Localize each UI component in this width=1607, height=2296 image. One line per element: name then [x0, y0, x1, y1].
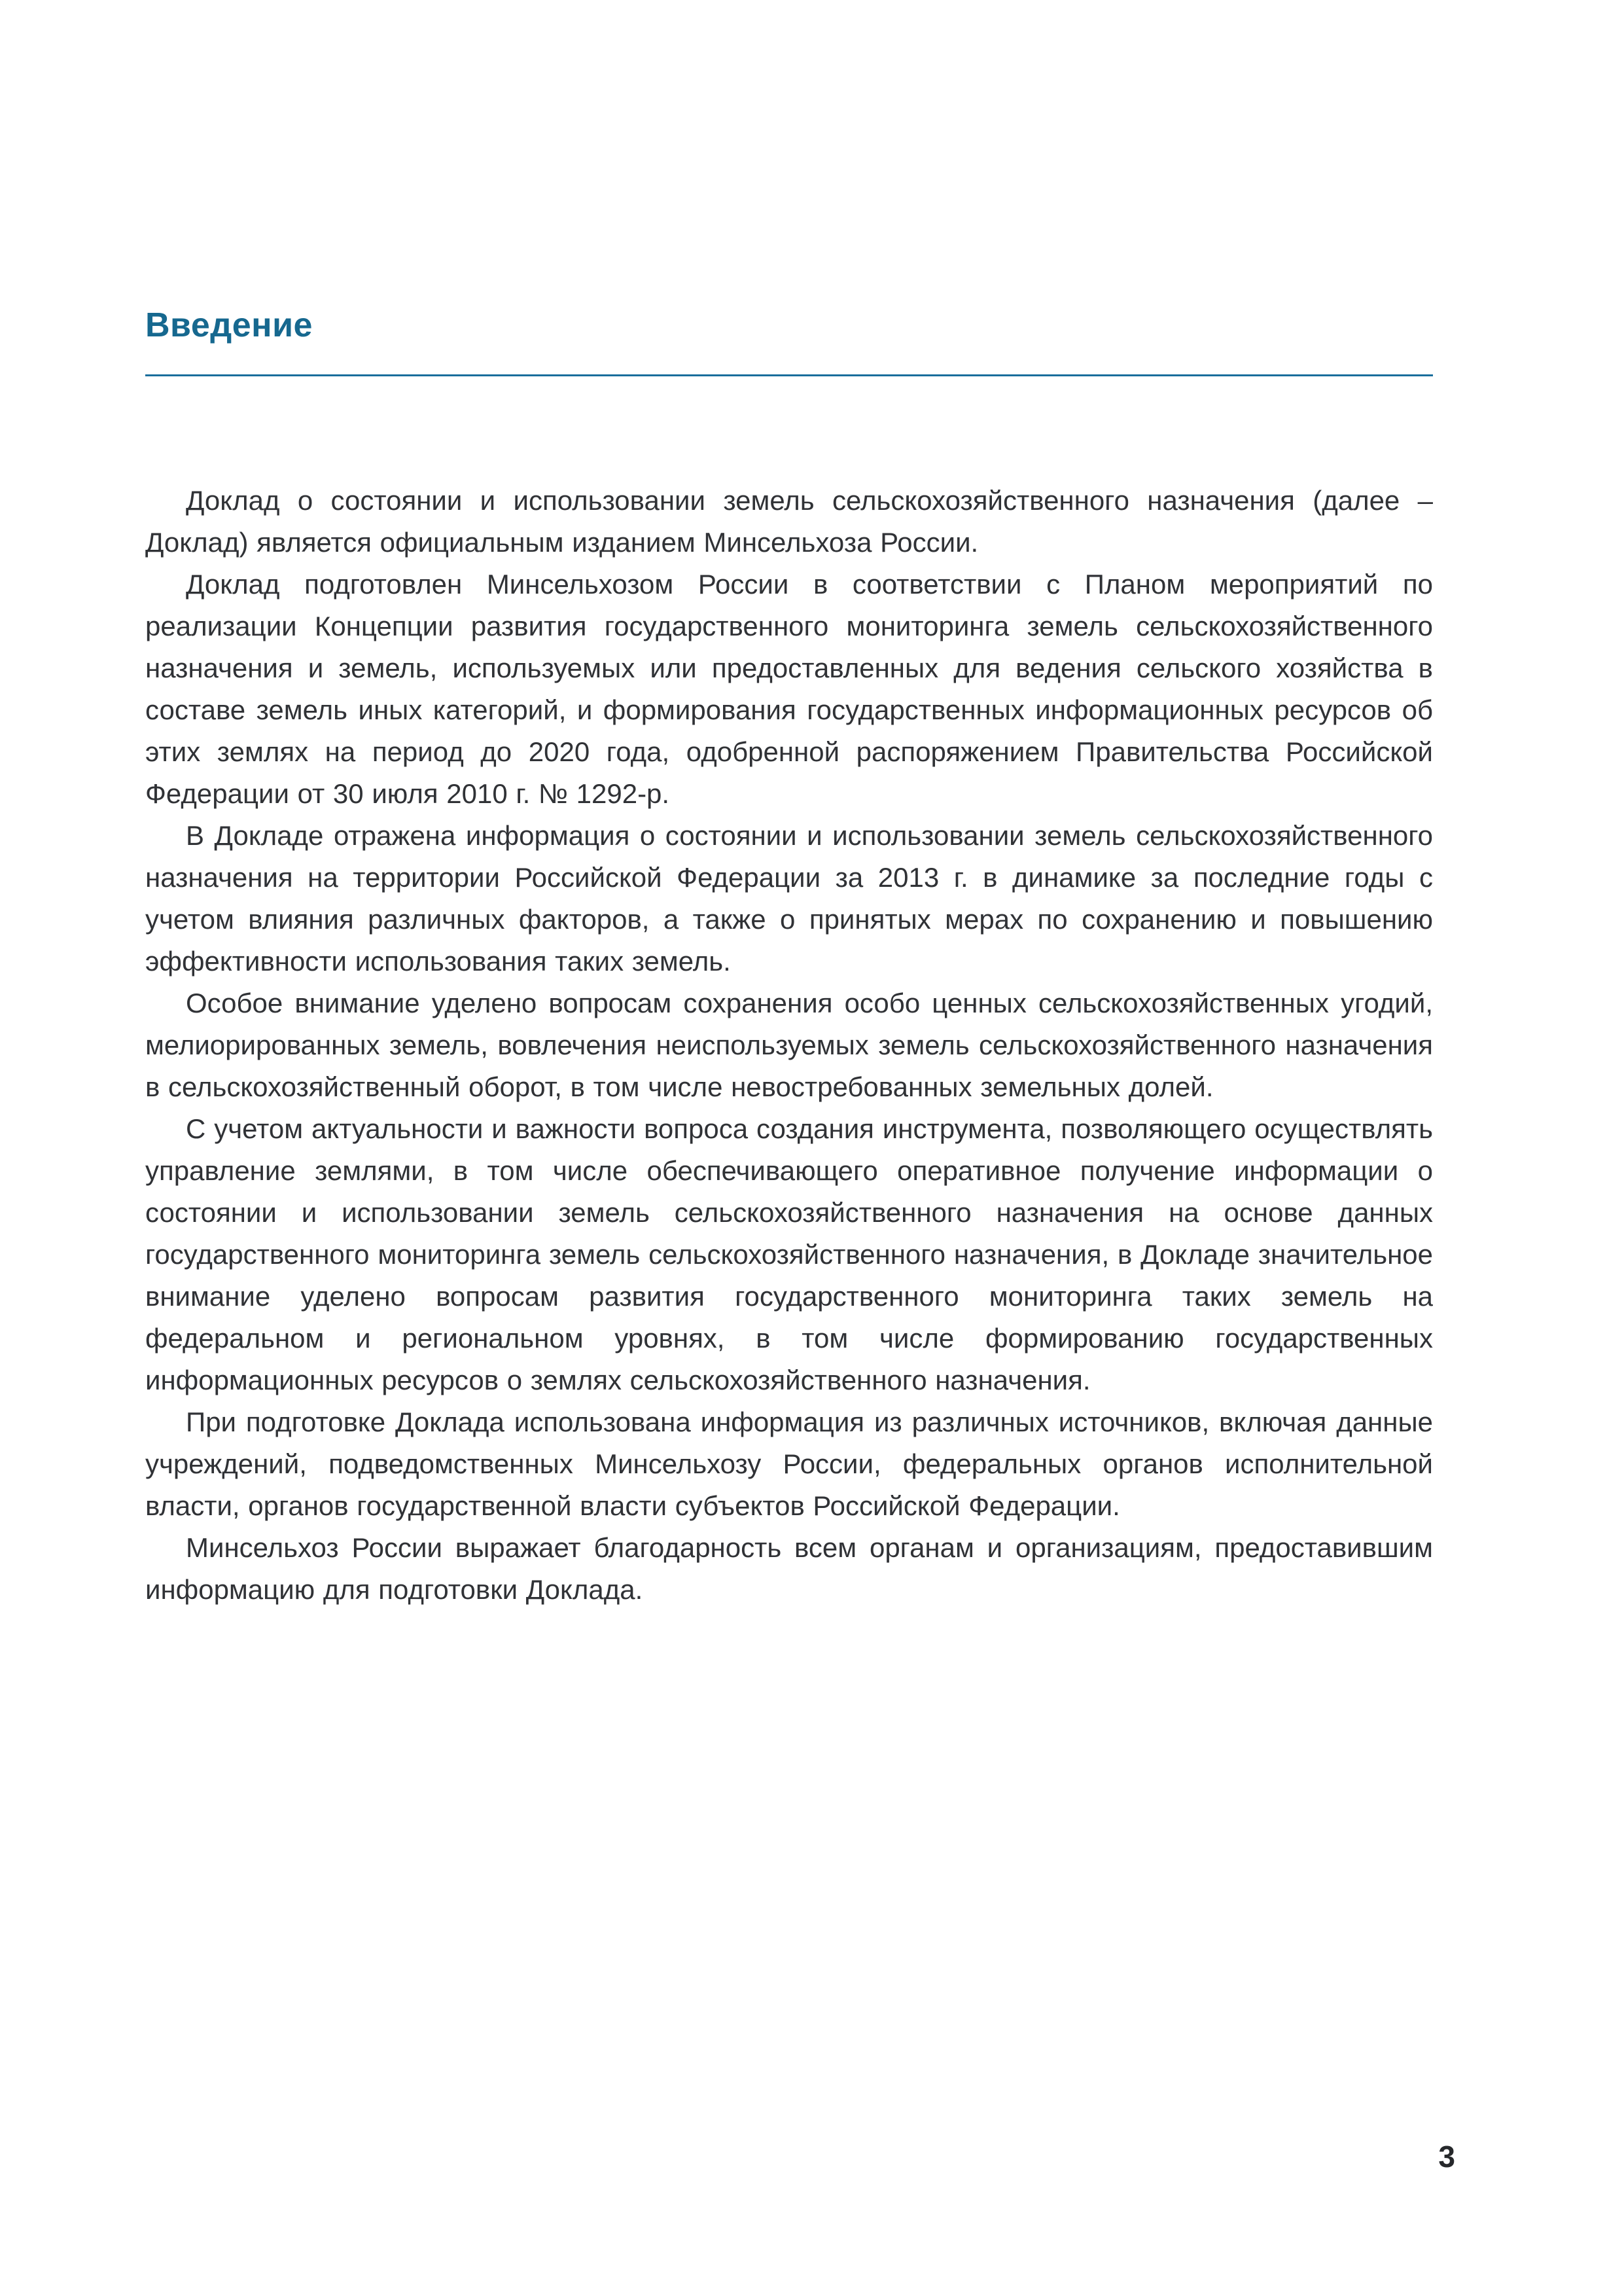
paragraph: Особое внимание уделено вопросам сохранения особо ценных сельскохозяйственных угодий, мелиорированных земель, вовлечения неиспользуемых земель сельскохозяйственного назначения в сельскохозяйственный оборот, в том числе невостребованных земельных долей.	[145, 988, 1433, 1102]
body-text	[145, 480, 1433, 1611]
page-number: 3	[1438, 2140, 1455, 2174]
paragraph: С учетом актуальности и важности вопроса создания инструмента, позволяющего осуществлять управление землями, в том числе обеспечивающего оперативное получение информации о состоянии и использовании земель сельскохозяйственного назначения на основе данных государственного мониторинга земель сельскохозяйственного назначения, в Докладе значительное внимание уделено вопросам развития государственного мониторинга таких земель на федеральном и региональном уровнях, в том числе формированию государственных информационных ресурсов о землях сельскохозяйственного назначения.	[145, 1113, 1433, 1395]
paragraph: Минсельхоз России выражает благодарность всем органам и организациям, предоставившим информацию для подготовки Доклада.	[145, 1532, 1433, 1605]
page-content	[145, 306, 1433, 1611]
paragraph: В Докладе отражена информация о состоянии и использовании земель сельскохозяйственного назначения на территории Российской Федерации за 2013 г. в динамике за последние годы с учетом влияния различных факторов, а также о принятых мерах по сохранению и повышению эффективности использования таких земель.	[145, 820, 1433, 977]
paragraph: Доклад о состоянии и использовании земель сельскохозяйственного назначения (далее – Доклад) является официальным изданием Минсельхоза России.	[145, 485, 1433, 558]
paragraph: При подготовке Доклада использована информация из различных источников, включая данные учреждений, подведомственных Минсельхозу России, федеральных органов исполнительной власти, органов государственной власти субъектов Российской Федерации.	[145, 1407, 1433, 1521]
section-title: Введение	[145, 306, 313, 344]
title-divider	[145, 374, 1433, 376]
paragraph: Доклад подготовлен Минсельхозом России в соответствии с Планом мероприятий по реализации Концепции развития государственного мониторинга земель сельскохозяйственного назначения и земель, используемых или предоставленных для ведения сельского хозяйства в составе земель иных категорий, и формирования государственных информационных ресурсов об этих землях на период до 2020 года, одобренной распоряжением Правительства Российской Федерации от 30 июля 2010 г. № 1292-р.	[145, 569, 1433, 809]
